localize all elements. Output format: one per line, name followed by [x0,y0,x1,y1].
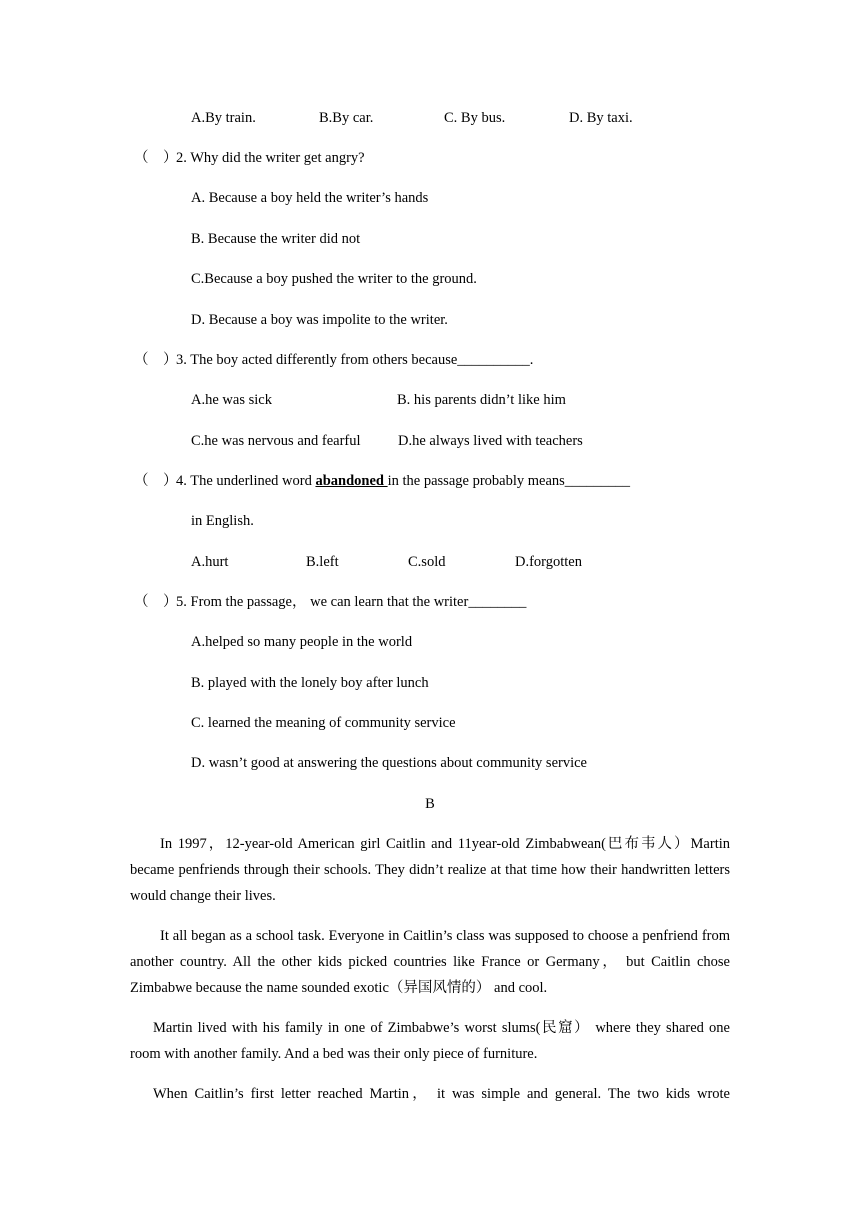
q3-option-a: A.he was sick [191,392,272,408]
q4-stem-before: 4. The underlined word [176,473,316,489]
q5-option-c: C. learned the meaning of community service [191,715,456,731]
q3-option-d: D.he always lived with teachers [398,433,583,449]
q5-stem: 5. From the passage， we can learn that the writer________ [176,594,527,610]
q3-option-c: C.he was nervous and fearful [191,433,361,449]
q4-option-d: D.forgotten [515,554,582,570]
q2-stem: 2. Why did the writer get angry? [176,150,365,166]
q2-option-d: D. Because a boy was impolite to the writer. [191,312,448,328]
q4-option-a: A.hurt [191,554,229,570]
section-b-heading: B [425,796,435,812]
q5-option-b: B. played with the lonely boy after lunch [191,675,429,691]
q1-option-b: B.By car. [319,110,374,126]
q4-option-c: C.sold [408,554,446,570]
q5-answer-bracket[interactable]: （ ） [134,594,178,610]
q4-stem-continuation: in English. [191,513,254,529]
q2-option-a: A. Because a boy held the writer’s hands [191,190,429,206]
q3-answer-bracket[interactable]: （ ） [134,352,178,368]
q5-option-d: D. wasn’t good at answering the questions about community service [191,755,587,771]
section-b-paragraph-3: Martin lived with his family in one of Zimbabwe’s worst slums(民窟） where they shared one room with another family. And a bed was their only piece of furniture. [130,1020,730,1062]
q5-option-a: A.helped so many people in the world [191,634,413,650]
q3-option-b: B. his parents didn’t like him [397,392,566,408]
section-b-paragraph-2: It all began as a school task. Everyone in Caitlin’s class was supposed to choose a penfriend from another country. All the other kids picked countries like France or Germany， but Caitlin chose Zimbabwe because the name sounded exotic（异国风情的） and cool. [130,928,730,996]
q1-option-a: A.By train. [191,110,256,126]
q2-answer-bracket[interactable]: （ ） [134,150,178,166]
section-b-paragraph-4: When Caitlin’s first letter reached Martin， it was simple and general. The two kids wrote [153,1086,730,1102]
q4-keyword: abandoned [315,473,388,489]
q1-option-c: C. By bus. [444,110,506,126]
q4-answer-bracket[interactable]: （ ） [134,473,178,489]
q4-stem-after: in the passage probably means_________ [387,473,631,489]
section-b-paragraph-1: In 1997，12-year-old American girl Caitlin and 11year-old Zimbabwean(巴布韦人）Martin became penfriends through their schools. They didn’t realize at that time how their handwritten letters would change their lives. [130,836,730,904]
q1-option-d: D. By taxi. [569,110,633,126]
q4-option-b: B.left [306,554,339,570]
q3-stem: 3. The boy acted differently from others because__________. [176,352,534,368]
q2-option-c: C.Because a boy pushed the writer to the ground. [191,271,477,287]
q2-option-b: B. Because the writer did not [191,231,361,247]
q4-stem [176,471,630,491]
